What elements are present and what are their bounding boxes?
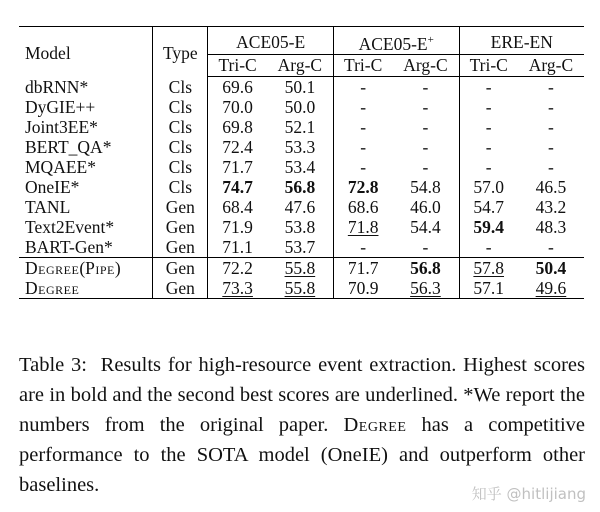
- header-group-ace05e: [208, 27, 334, 55]
- table-cell: [518, 97, 584, 117]
- cell-model: OneIE*: [25, 176, 80, 197]
- table-cell: [208, 217, 267, 237]
- cell-value: 72.8: [347, 176, 379, 197]
- cell-value: 50.4: [535, 257, 567, 278]
- table-cell: [459, 157, 518, 177]
- cell-type: Gen: [153, 278, 208, 299]
- caption-sentence1: Results for high-resource event extraction. Highest scores are in bold and the second best scores are underlined. *We report the numbers from the original paper.: [19, 354, 585, 436]
- cell-value: 68.4: [222, 196, 253, 217]
- table-cell: [392, 137, 459, 157]
- table-cell: [392, 157, 459, 177]
- subcol-header: Tri-C: [333, 54, 392, 76]
- table-cell: [518, 237, 584, 258]
- cell-value: 71.7: [222, 156, 253, 177]
- caption-degree: Degree: [343, 414, 407, 436]
- cell-value: 46.0: [410, 196, 441, 217]
- table-cell: [333, 257, 392, 278]
- table-row: [19, 97, 584, 117]
- cell-value: 53.8: [284, 216, 316, 237]
- table-cell: [392, 117, 459, 137]
- caption-label: Table 3:: [19, 354, 87, 376]
- cell-model: TANL: [25, 196, 71, 217]
- table-row: [19, 278, 584, 299]
- cell-value: 68.6: [347, 196, 379, 217]
- cell-value: -: [548, 136, 554, 157]
- table-cell: [333, 177, 392, 197]
- header-group-ace05e-plus-label: ACE05-E: [358, 33, 428, 54]
- cell-value: 69.6: [222, 76, 253, 97]
- table-cell: [267, 157, 334, 177]
- subcol-header: Arg-C: [392, 54, 459, 76]
- cell-value: 53.3: [284, 136, 316, 157]
- cell-value: 71.1: [222, 236, 253, 257]
- subcol-header: Arg-C: [267, 54, 334, 76]
- table-cell: [392, 97, 459, 117]
- cell-type: Cls: [153, 76, 208, 97]
- cell-value: -: [360, 136, 367, 157]
- cell-value: -: [360, 96, 367, 117]
- cell-type: Gen: [153, 217, 208, 237]
- table-cell: [518, 217, 584, 237]
- cell-value: 50.0: [284, 96, 316, 117]
- cell-value: 57.8: [473, 257, 505, 278]
- cell-model: [19, 257, 153, 278]
- cell-type: Gen: [153, 197, 208, 217]
- table-cell: [333, 137, 392, 157]
- table-cell: [459, 278, 518, 299]
- header-group-ace05e-label: ACE05-E: [236, 31, 306, 52]
- cell-value: -: [548, 236, 554, 257]
- table-row: [19, 157, 584, 177]
- table-cell: [392, 197, 459, 217]
- results-table-container: [19, 26, 584, 299]
- header-model: Model: [25, 43, 71, 64]
- cell-type: Cls: [153, 97, 208, 117]
- table-cell: [392, 177, 459, 197]
- table-cell: [333, 97, 392, 117]
- cell-value: -: [485, 236, 492, 257]
- table-cell: [333, 237, 392, 258]
- table-row: [19, 197, 584, 217]
- cell-value: 71.9: [222, 216, 253, 237]
- cell-value: 53.7: [284, 236, 316, 257]
- table-cell: [333, 157, 392, 177]
- table-cell: [267, 177, 334, 197]
- table-row: [19, 237, 584, 258]
- cell-model: Joint3EE*: [25, 116, 98, 137]
- cell-value: 71.7: [347, 257, 379, 278]
- table-cell: [267, 137, 334, 157]
- table-cell: [518, 177, 584, 197]
- cell-value: 49.6: [535, 277, 567, 298]
- table-cell: [333, 76, 392, 97]
- cell-value: 54.7: [473, 196, 505, 217]
- table-cell: [518, 137, 584, 157]
- table-cell: [459, 257, 518, 278]
- table-cell: [518, 197, 584, 217]
- model-paren-open: (: [79, 257, 86, 278]
- cell-value: -: [548, 116, 554, 137]
- table-cell: [267, 97, 334, 117]
- cell-value: 46.5: [535, 176, 567, 197]
- cell-value: -: [422, 116, 429, 137]
- cell-type: Cls: [153, 157, 208, 177]
- cell-value: 70.0: [222, 96, 253, 117]
- cell-type: Cls: [153, 177, 208, 197]
- table-cell: [392, 278, 459, 299]
- cell-value: 59.4: [473, 216, 505, 237]
- cell-value: -: [360, 236, 367, 257]
- cell-value: -: [548, 156, 554, 177]
- table-cell: [333, 278, 392, 299]
- subcol-header: Tri-C: [459, 54, 518, 76]
- table-cell: [392, 217, 459, 237]
- cell-value: -: [485, 96, 492, 117]
- table-cell: [267, 117, 334, 137]
- table-cell: [208, 117, 267, 137]
- table-cell: [208, 157, 267, 177]
- cell-value: 71.8: [347, 216, 379, 237]
- cell-value: -: [360, 116, 367, 137]
- table-row: [19, 177, 584, 197]
- cell-model: BART-Gen*: [25, 236, 113, 257]
- table-body-degree: [19, 257, 584, 298]
- table-cell: [208, 278, 267, 299]
- cell-model: [19, 278, 153, 299]
- caption-paragraph: [19, 350, 585, 500]
- cell-value: 55.8: [284, 277, 316, 298]
- cell-model: dbRNN*: [25, 76, 89, 97]
- table-cell: [333, 117, 392, 137]
- table-row: [19, 257, 584, 278]
- cell-type: Gen: [153, 237, 208, 258]
- table-cell: [459, 177, 518, 197]
- cell-value: -: [548, 76, 554, 97]
- table-cell: [267, 237, 334, 258]
- cell-type: Cls: [153, 117, 208, 137]
- header-group-plus-sup: +: [427, 34, 434, 46]
- cell-model: DyGIE++: [25, 96, 96, 117]
- cell-value: -: [422, 136, 429, 157]
- results-table: [19, 26, 584, 299]
- table-cell: [459, 217, 518, 237]
- cell-value: 57.0: [473, 176, 505, 197]
- table-cell: [267, 278, 334, 299]
- cell-value: -: [485, 116, 492, 137]
- model-name-degree: Degree: [25, 257, 80, 278]
- cell-value: -: [422, 76, 429, 97]
- table-cell: [459, 197, 518, 217]
- cell-value: -: [422, 236, 429, 257]
- table-cell: [459, 137, 518, 157]
- table-row: [19, 76, 584, 97]
- cell-value: 73.3: [222, 277, 253, 298]
- table-cell: [518, 76, 584, 97]
- header-group-ere-en: [459, 27, 584, 55]
- cell-value: 57.1: [473, 277, 505, 298]
- cell-value: 56.3: [410, 277, 441, 298]
- cell-value: 43.2: [535, 196, 567, 217]
- table-cell: [267, 197, 334, 217]
- table-cell: [208, 97, 267, 117]
- cell-type: Gen: [153, 257, 208, 278]
- cell-model: Text2Event*: [25, 216, 115, 237]
- cell-value: 47.6: [284, 196, 316, 217]
- cell-value: 53.4: [284, 156, 316, 177]
- cell-value: -: [360, 156, 367, 177]
- cell-value: -: [422, 156, 429, 177]
- table-cell: [392, 76, 459, 97]
- cell-value: -: [485, 136, 492, 157]
- table-cell: [459, 117, 518, 137]
- cell-value: 56.8: [284, 176, 316, 197]
- subcol-header: Arg-C: [518, 54, 584, 76]
- table-cell: [459, 76, 518, 97]
- cell-value: -: [548, 96, 554, 117]
- cell-value: 70.9: [347, 277, 379, 298]
- cell-value: 48.3: [535, 216, 567, 237]
- cell-value: -: [422, 96, 429, 117]
- table-row: [19, 117, 584, 137]
- table-cell: [208, 76, 267, 97]
- watermark: 知乎 @hitlijiang: [471, 485, 586, 503]
- table-cell: [208, 197, 267, 217]
- cell-model: MQAEE*: [25, 156, 96, 177]
- table-cell: [333, 217, 392, 237]
- table-cell: [518, 278, 584, 299]
- cell-value: 74.7: [222, 176, 253, 197]
- caption-sentence2: has a competitive performance to the SOTA model (OneIE) and outperform other baselines.: [19, 414, 586, 496]
- table-cell: [459, 237, 518, 258]
- header-group-ere-en-label: ERE-EN: [490, 31, 553, 52]
- header-type: Type: [153, 27, 208, 77]
- cell-value: -: [485, 156, 492, 177]
- table-cell: [267, 76, 334, 97]
- model-paren-close: ): [114, 257, 121, 278]
- table-cell: [518, 117, 584, 137]
- cell-value: 54.8: [410, 176, 441, 197]
- cell-value: 56.8: [410, 257, 441, 278]
- table-cell: [518, 157, 584, 177]
- table-cell: [208, 257, 267, 278]
- cell-model: BERT_QA*: [25, 136, 112, 157]
- model-suffix-pipe: Pipe: [85, 257, 115, 278]
- table-cell: [208, 137, 267, 157]
- table-cell: [333, 197, 392, 217]
- subcol-header: Tri-C: [208, 54, 267, 76]
- model-name-degree: Degree: [25, 277, 80, 298]
- cell-value: 72.2: [222, 257, 253, 278]
- cell-value: 54.4: [410, 216, 441, 237]
- cell-value: 72.4: [222, 136, 253, 157]
- table-cell: [518, 257, 584, 278]
- header-row-groups: [19, 27, 584, 55]
- cell-type: Cls: [153, 137, 208, 157]
- table-row: [19, 217, 584, 237]
- header-group-ace05e-plus: [333, 27, 459, 55]
- table-cell: [208, 237, 267, 258]
- table-cell: [208, 177, 267, 197]
- cell-value: 50.1: [284, 76, 316, 97]
- table-cell: [267, 257, 334, 278]
- table-cell: [392, 237, 459, 258]
- table-cell: [392, 257, 459, 278]
- table-caption: [19, 350, 585, 500]
- cell-value: -: [485, 76, 492, 97]
- cell-value: 69.8: [222, 116, 253, 137]
- cell-value: 52.1: [284, 116, 316, 137]
- table-cell: [459, 97, 518, 117]
- table-cell: [267, 217, 334, 237]
- cell-value: 55.8: [284, 257, 316, 278]
- table-row: [19, 137, 584, 157]
- cell-value: -: [360, 76, 367, 97]
- table-body-baselines: [19, 76, 584, 257]
